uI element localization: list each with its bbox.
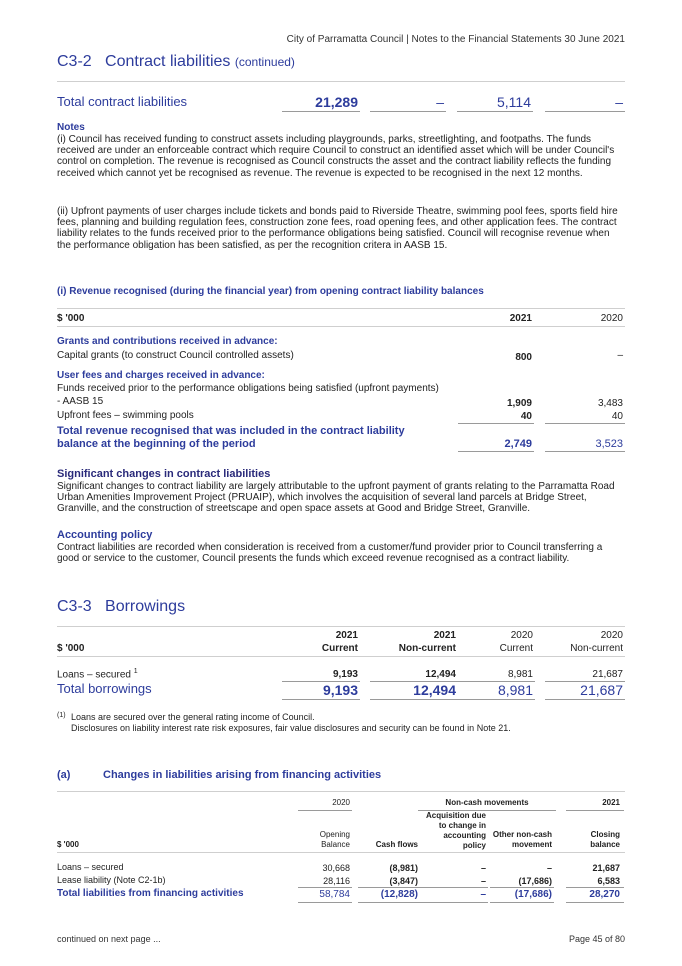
note-i: (i) Council has received funding to construct assets including playgrounds, parks, streetlighting, and footpaths. The funds received are under an enforceable contract which require Council to construct an identified asset which will be under Council's control on completion. The revenue is recognised as Council constructs the asset and the contract liability reflects the funding received which cannot yet be recognised as revenue. The revenue is expected to be recognised in the next 12 months. — [57, 134, 615, 179]
underline — [545, 699, 625, 700]
divider — [57, 326, 625, 327]
section-title-c33 — [57, 598, 185, 616]
section-number: C3-3 — [57, 598, 92, 615]
underline — [457, 111, 533, 112]
fin-total-label: Total liabilities from financing activities — [57, 888, 244, 899]
section-suffix: (continued) — [234, 55, 295, 69]
page-number: Page 45 of 80 — [568, 934, 625, 944]
loans-2021-current: 9,193 — [332, 669, 358, 680]
group-rule — [298, 810, 352, 811]
section-title: Borrowings — [105, 598, 186, 615]
fin-row-loans-opening: 30,668 — [322, 863, 350, 873]
total-borrowings-2021-current: 9,193 — [322, 682, 358, 698]
borrow-col-1-year: 2021 — [335, 630, 358, 641]
underline — [282, 111, 360, 112]
fin-col-acq-2: to change in — [438, 821, 486, 830]
loans-2020-noncurrent: 21,687 — [592, 669, 623, 680]
fin-row-loans-acq: – — [480, 863, 486, 873]
accounting-policy-heading: Accounting policy — [57, 529, 153, 541]
fin-row-lease-closing: 6,583 — [597, 876, 620, 886]
loans-secured-text: Loans – secured — [57, 669, 131, 681]
fin-col-cash: Cash flows — [375, 840, 418, 849]
financing-heading: Changes in liabilities arising from financing activities — [103, 769, 382, 781]
underline — [370, 111, 446, 112]
underline — [420, 902, 488, 903]
note-ii: (ii) Upfront payments of user charges include tickets and bonds paid to Riverside Theatre, swimming pool fees, sports field hire fees, planning and building regulation fees, construction zone fees, road opening fees, and other application fees. The contract liability relates to the funds received prior to the performance obligations being satisfied. Council will recognise revenue when the performance obligation has been satisfied, as per the recognition critera in AASB 15. — [57, 206, 618, 251]
fin-col-other-2: movement — [511, 840, 552, 849]
total-revenue-2021: 2,749 — [504, 438, 532, 450]
funds-received-2020: 3,483 — [597, 398, 623, 409]
fin-row-lease-cash: (3,847) — [389, 876, 418, 886]
continued-note: continued on next page ... — [57, 934, 161, 944]
underline — [458, 423, 534, 424]
fin-col-opening-2: Balance — [321, 840, 350, 849]
total-borrowings-2021-noncurrent: 12,494 — [413, 682, 456, 698]
funds-received-label-2: - AASB 15 — [57, 396, 104, 407]
underline — [458, 451, 534, 452]
borrow-col-2-year: 2021 — [433, 630, 456, 641]
funds-received-2021: 1,909 — [506, 398, 532, 409]
funds-received-label-1: Funds received prior to the performance obligations being satisfied (upfront payments) — [57, 383, 439, 394]
borrow-col-1-type: Current — [321, 643, 358, 654]
underline — [282, 699, 360, 700]
section-title-c32 — [57, 53, 295, 71]
fin-row-lease-acq: – — [480, 876, 486, 886]
footnote-line-1: Loans are secured over the general rating income of Council. — [71, 712, 315, 722]
footnote-marker: (1) — [57, 712, 66, 719]
significant-changes-heading: Significant changes in contract liabilities — [57, 468, 271, 480]
upfront-fees-2021: 40 — [520, 411, 532, 422]
underline — [490, 887, 554, 888]
fin-col-acq-1: Acquisition due — [426, 811, 486, 820]
fin-col-acq — [420, 811, 486, 851]
borrowings-unit: $ '000 — [57, 643, 85, 654]
total-revenue-2020: 3,523 — [595, 438, 623, 450]
underline — [545, 423, 625, 424]
divider — [57, 656, 625, 657]
upfront-fees-2020: 40 — [611, 411, 623, 422]
total-cl-2020-noncurrent: – — [615, 94, 623, 110]
fin-total-closing: 28,270 — [589, 889, 620, 900]
total-borrowings-2020-noncurrent: 21,687 — [580, 682, 623, 698]
fin-total-other: (17,686) — [514, 889, 552, 900]
financing-letter: (a) — [57, 769, 71, 781]
fin-row-lease-other: (17,686) — [518, 876, 552, 886]
divider — [57, 308, 625, 309]
total-revenue-label-2: balance at the beginning of the period — [57, 437, 256, 450]
grants-heading: Grants and contributions received in advance: — [57, 336, 278, 347]
fin-row-loans-other: – — [546, 863, 552, 873]
fin-group-2020: 2020 — [332, 798, 350, 807]
total-cl-2021-current: 21,289 — [315, 94, 358, 110]
underline — [298, 902, 352, 903]
fin-group-noncash: Non-cash movements — [445, 798, 529, 807]
underline — [420, 887, 488, 888]
fin-row-loans-cash: (8,981) — [389, 863, 418, 873]
underline — [457, 699, 535, 700]
section-title: Contract liabilities — [105, 53, 231, 70]
fin-row-lease-opening: 28,116 — [323, 876, 350, 886]
underline — [298, 887, 352, 888]
fin-col-other-1: Other non-cash — [492, 830, 552, 839]
fin-col-opening — [300, 830, 350, 850]
fin-row-lease-label: Lease liability (Note C2-1b) — [57, 875, 166, 885]
underline — [370, 699, 458, 700]
total-cl-2021-noncurrent: – — [436, 94, 444, 110]
fin-row-loans-label: Loans – secured — [57, 862, 124, 872]
underline — [566, 887, 624, 888]
borrow-col-4-type: Non-current — [570, 643, 623, 654]
running-header: City of Parramatta Council | Notes to the Financial Statements 30 June 2021 — [286, 34, 625, 45]
fin-unit: $ '000 — [57, 840, 79, 849]
divider — [57, 626, 625, 627]
total-borrowings-label: Total borrowings — [57, 681, 152, 696]
total-revenue-label — [57, 425, 405, 450]
loans-2021-noncurrent: 12,494 — [425, 669, 456, 680]
user-fees-heading: User fees and charges received in advance: — [57, 370, 265, 381]
divider — [57, 81, 625, 82]
total-borrowings-2020-current: 8,981 — [497, 682, 533, 698]
loans-footnote-ref: 1 — [133, 668, 138, 675]
capital-grants-2020: – — [617, 350, 623, 361]
total-contract-liabilities-label: Total contract liabilities — [57, 94, 188, 109]
fin-total-acq: – — [480, 889, 486, 900]
underline — [545, 451, 625, 452]
fin-col-acq-4: policy — [462, 841, 486, 850]
fin-total-cash: (12,828) — [380, 889, 418, 900]
accounting-policy-text: Contract liabilities are recorded when consideration is received from a customer/fund provider prior to Council transferring a good or service to the customer, Council presents the funds which exceed revenue recognised as a contract liability. — [57, 542, 603, 565]
underline — [358, 887, 420, 888]
fin-col-closing — [568, 830, 620, 850]
underline — [566, 902, 624, 903]
underline — [358, 902, 420, 903]
capital-grants-label: Capital grants (to construct Council controlled assets) — [57, 350, 294, 361]
borrow-col-2-type: Non-current — [398, 643, 456, 654]
fin-total-opening: 58,784 — [319, 889, 350, 900]
fin-col-acq-3: accounting — [443, 831, 486, 840]
loans-2020-current: 8,981 — [507, 669, 533, 680]
total-revenue-label-1: Total revenue recognised that was included in the contract liability — [57, 425, 405, 437]
footnote-line-2: Disclosures on liability interest rate risk exposures, fair value disclosures and security can be found in Note 21. — [71, 723, 511, 733]
loans-secured-label — [57, 668, 138, 680]
divider — [57, 791, 625, 792]
fin-col-opening-1: Opening — [319, 830, 350, 839]
borrow-col-4-year: 2020 — [600, 630, 623, 641]
capital-grants-2021: 800 — [515, 352, 532, 363]
underline — [490, 902, 554, 903]
borrow-col-3-year: 2020 — [510, 630, 533, 641]
fin-col-closing-2: balance — [590, 840, 620, 849]
revenue-unit: $ '000 — [57, 313, 85, 324]
notes-heading: Notes — [57, 122, 85, 133]
group-rule — [566, 810, 624, 811]
divider — [57, 852, 625, 853]
upfront-fees-label: Upfront fees – swimming pools — [57, 410, 194, 421]
borrow-col-3-type: Current — [499, 643, 533, 654]
fin-row-loans-closing: 21,687 — [592, 863, 620, 873]
underline — [545, 111, 625, 112]
fin-col-closing-1: Closing — [590, 830, 620, 839]
significant-changes-text: Significant changes to contract liability are largely attributable to the upfront payment of grants relating to the Parramatta Road Urban Amenities Improvement Project (PRUAIP), which involves the acquisition of several land parcels at Bridge Street, Granville, and the construction of streetscape and open space assets at Good and Bridge Street, Granville. — [57, 481, 615, 515]
total-cl-2020-current: 5,114 — [497, 94, 531, 110]
fin-group-2021: 2021 — [602, 798, 620, 807]
revenue-heading: (i) Revenue recognised (during the financial year) from opening contract liability balances — [57, 286, 484, 297]
section-number: C3-2 — [57, 53, 92, 70]
revenue-col-2021: 2021 — [509, 313, 532, 324]
revenue-col-2020: 2020 — [600, 313, 623, 324]
fin-col-other — [490, 830, 552, 850]
